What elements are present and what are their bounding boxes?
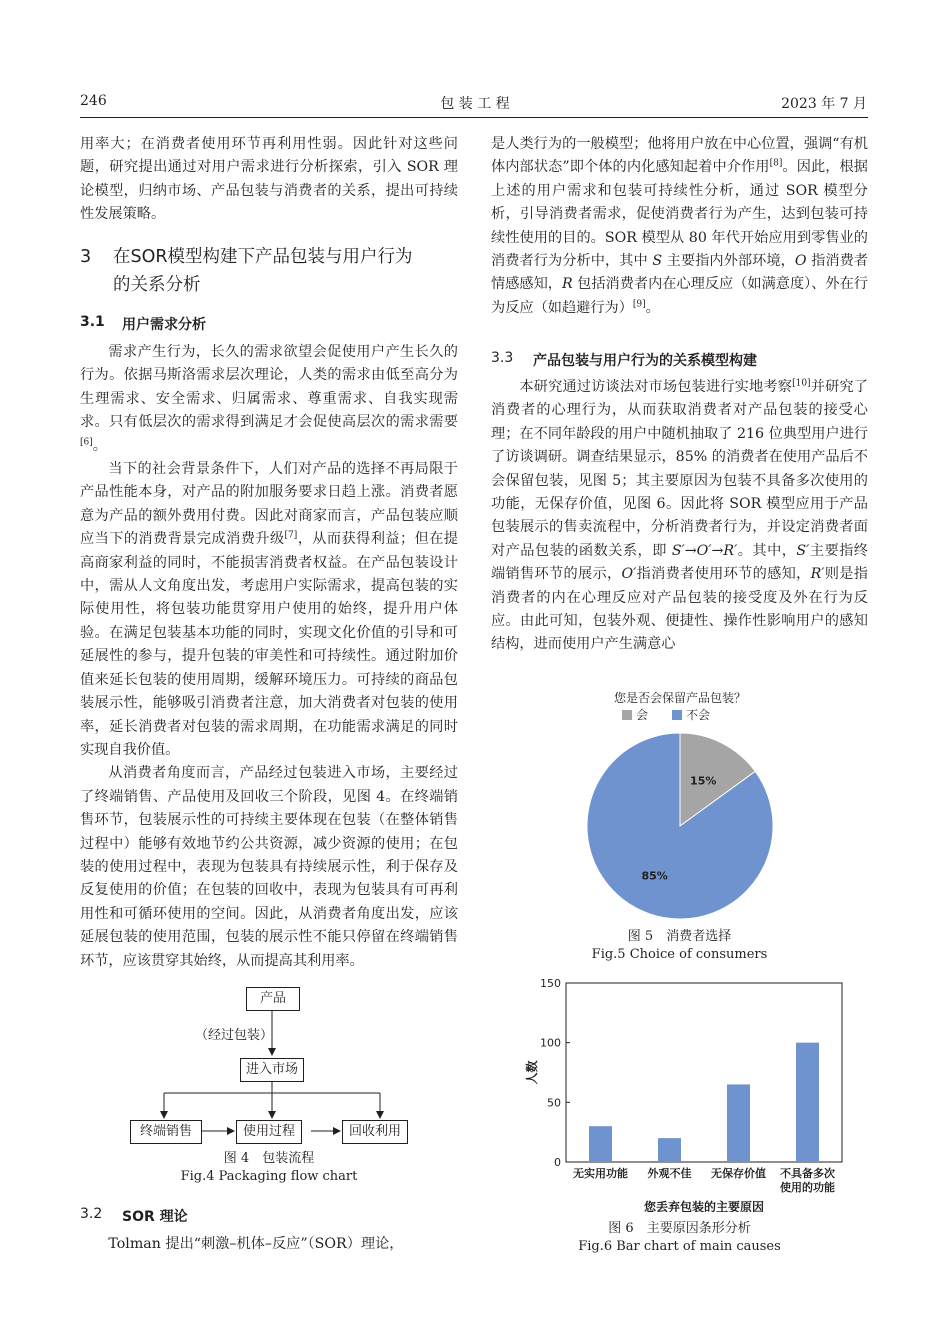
section-3-title-line1: 在SOR模型构建下产品包装与用户行为 [113,247,413,267]
citation-6[interactable]: [6] [80,436,93,447]
flow-node-market: 进入市场 [240,1058,304,1082]
x-tick-label-0-0: 无实用功能 [573,1167,628,1180]
section-3-3-number: 3.3 [491,350,514,366]
y-tick-label-3: 150 [540,977,561,990]
section-3-1-body [80,341,458,973]
citation-10[interactable]: [10] [792,378,811,389]
figure-4-caption-cn: 图 4 包装流程 [223,1151,315,1166]
figure-6-bar-chart [520,972,850,1212]
paragraph-intro: 用率大；在消费者使用环节再利用性弱。因此针对这些问题，研究提出通过对用户需求进行分析探索，引入 SOR 理论模型，归纳市场、产品包装与消费者的关系，提出可持续性发展策略。 [80,136,458,223]
bar-3 [796,1043,819,1162]
y-tick-label-0: 0 [554,1156,561,1169]
y-tick-label-1: 50 [547,1096,561,1110]
x-tick-label-3-1: 使用的功能 [780,1181,835,1194]
section-3-title-line2: 的关系分析 [113,275,201,295]
y-tick-label-2: 100 [540,1036,561,1050]
section-3-2-number: 3.2 [80,1206,103,1222]
pie-value-label-1: 85% [641,869,668,883]
pie-value-label-0: 15% [690,774,717,788]
journal-name: 包 装 工 程 [440,96,510,112]
bar-0 [589,1126,612,1162]
formula: S′→O′→R′ [671,542,738,559]
legend-swatch-1 [672,710,682,720]
paragraph-3-1-1: 需求产生行为，长久的需求欲望会促使用户产生长久的行为。依据马斯洛需求层次理论，人类的需求由低至高分为生理需求、安全需求、归属需求、尊重需求、自我实现需求。只有低层次的需求得到满足才会促使高层次的需求需要[6]。 [80,344,458,454]
page-number: 246 [80,93,107,109]
paragraph-3-3-1: 本研究通过访谈法对市场包装进行实地考察[10]并研究了消费者的心理行为，从而获取消费者对产品包装的接受心理；在不同年龄段的用户中随机抽取了 216 位典型用户进行了访谈调研。调查结果显示，85% 的消费者在使用产品后不会保留包装，见图 5；其主要原因为包装不具备多次使用的功能，无保存价值，见图 6。因此将 SOR 模型应用于产品包装展示的售卖流程中，分析消费者行为，并设定消费者面对产品包装的函数关系，即 S′→O′→R′。其中，S′主要指终端销售环节的展示，O′指消费者使用环节的感知，R′则是指消费者的内在心理反应对产品包装的接受度及外在行为反应。由此可知，包装外观、便捷性、操作性影响用户的感知结构，进而使用户产生满意心 [491,378,868,653]
issue-date: 2023 年 7 月 [781,96,867,112]
flow-node-recycle: 回收利用 [342,1120,408,1144]
legend-label-1: 不会 [686,708,711,722]
legend-swatch-0 [622,710,632,720]
section-3-2-body [80,1233,458,1256]
section-3-1-title: 用户需求分析 [122,317,206,333]
flow-label-via-packaging: （经过包装） [195,1028,274,1043]
bar-1 [658,1138,681,1162]
paragraph-sor: 是人类行为的一般模型；他将用户放在中心位置，强调“有机体内部状态”即个体的内化感知起着中介作用[8]。因此，根据上述的用户需求和包装可持续性分析，通过 SOR 模型分析，引导消费者需求，促使消费者行为产生，达到包装可持续性使用的目的。SOR 模型从 80 年代开始应用到零售业的消费者行为分析中，其中 S 主要指内外部环境，O 指消费者情感感知，R 包括消费者内在心理反应（如满意度）、外在行为反应（如趋避行为）[9]。 [491,136,869,316]
figure-5-pie-chart [560,688,800,924]
flow-node-terminal-sales: 终端销售 [130,1120,202,1144]
figure-6-caption-en: Fig.6 Bar chart of main causes [578,1239,781,1254]
figure-5-caption-en: Fig.5 Choice of consumers [591,947,768,962]
section-3-3-body [491,376,868,657]
section-3-2-title: SOR 理论 [122,1209,188,1225]
figure-5-caption-cn: 图 5 消费者选择 [627,929,732,944]
paragraph-3-1-3: 从消费者角度而言，产品经过包装进入市场，主要经过了终端销售、产品使用及回收三个阶段，见图 4。在终端销售环节，包装展示性的可持续主要体现在包装（在整体销售过程中）能够有效地节约公共资源，减少资源的使用；在包装的使用过程中，表现为包装具有持续展示性，利于保存及反复使用的价值；在包装的回收中，表现为包装具有可再利用性和可循环使用的空间。因此，从消费者角度出发，应该延展包装的使用范围，包装的展示性不能只停留在终端销售环节，应该贯穿其始终，从而提高其利用率。 [80,765,458,969]
citation-7[interactable]: [7] [284,530,298,541]
figure-6-caption-cn: 图 6 主要原因条形分析 [608,1221,751,1236]
pie-title: 您是否会保留产品包装？ [613,691,747,705]
x-tick-label-3-0: 不具备多次 [780,1167,835,1180]
right-top-paragraph [491,133,868,320]
flow-node-usage: 使用过程 [236,1120,302,1144]
legend-label-0: 会 [636,708,649,722]
left-intro-paragraph [80,133,458,227]
header-rule [80,117,868,118]
figure-4-caption-en: Fig.4 Packaging flow chart [180,1169,358,1184]
flow-node-product: 产品 [246,987,300,1011]
paragraph-3-1-2: 当下的社会背景条件下，人们对产品的选择不再局限于产品性能本身，对产品的附加服务要求日趋上涨。消费者愿意为产品的额外费用付费。因此对商家而言，产品包装应顺应当下的消费背景完成消费升级[7]，从而获得利益；但在提高商家利益的同时，不能损害消费者权益。在产品包装设计中，需从人文角度出发，考虑用户实际需求，提高包装的实际使用性，将包装功能贯穿用户使用的始终，提升用户体验。在满足包装基本功能的同时，实现文化价值的引导和可延展性的参与，提升包装的审美性和可持续性。通过附加价值来延长包装的使用周期，缓解环境压力。可持续的商品包装展示性，能够吸引消费者注意，加大消费者对包装的使用率，延长消费者对包装的需求周期，在功能需求满足的同时实现自我价值。 [80,461,458,758]
section-3-1-number: 3.1 [80,314,105,330]
x-tick-label-1-0: 外观不佳 [647,1167,692,1180]
bar-2 [727,1084,750,1162]
section-3-3-title: 产品包装与用户行为的关系模型构建 [533,353,757,369]
citation-9[interactable]: [9] [632,299,646,310]
paragraph-3-2-1: Tolman 提出“刺激–机体–反应”（SOR）理论， [108,1236,404,1252]
citation-8[interactable]: [8] [769,158,783,169]
x-axis-label: 您丢弃包装的主要原因 [643,1200,765,1212]
section-3-number: 3 [80,247,92,267]
y-axis-label: 人数 [525,1060,539,1085]
x-tick-label-2-0: 无保存价值 [711,1167,766,1180]
